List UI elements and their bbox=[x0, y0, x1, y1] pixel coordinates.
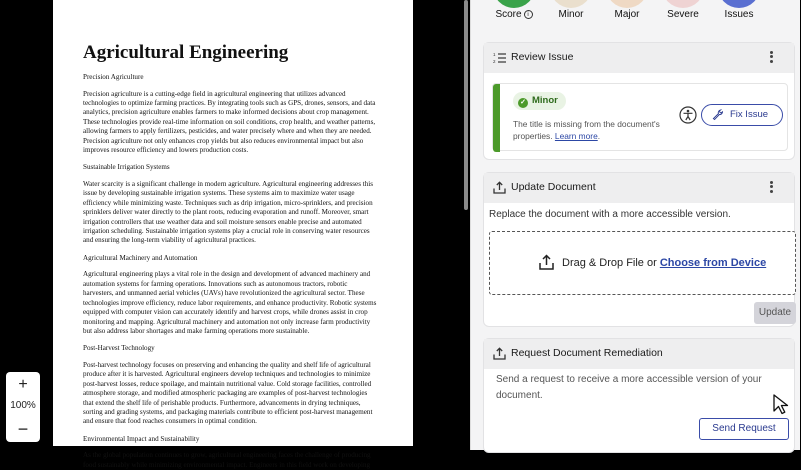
severe-label: Severe bbox=[667, 9, 699, 20]
more-options-icon[interactable] bbox=[768, 179, 774, 195]
choose-from-device-link[interactable]: Choose from Device bbox=[659, 257, 767, 269]
document-title: Agricultural Engineering bbox=[83, 42, 289, 63]
issues-label: Issues bbox=[724, 9, 754, 20]
review-issue-card bbox=[483, 42, 795, 160]
minor-circle bbox=[550, 0, 592, 8]
wrench-icon bbox=[712, 109, 723, 120]
review-issue-title: Review Issue bbox=[511, 51, 574, 63]
mouse-cursor-icon bbox=[771, 393, 793, 415]
file-dropzone[interactable] bbox=[489, 231, 796, 295]
upload-icon bbox=[493, 181, 506, 194]
upload-icon bbox=[539, 254, 554, 270]
svg-text:2: 2 bbox=[493, 59, 496, 64]
upload-icon bbox=[493, 347, 506, 360]
zoom-control bbox=[6, 372, 40, 442]
section-heading: Precision Agriculture bbox=[83, 73, 144, 81]
minor-severity-icon: ✓ bbox=[518, 98, 528, 108]
request-remediation-title: Request Document Remediation bbox=[511, 347, 663, 359]
zoom-in-button[interactable]: + bbox=[18, 376, 28, 393]
section-body: Water scarcity is a significant challenge in modern agriculture. Agricultural engineering addresses this issue by developing sustainable irrigation systems. These systems aim to maximize water usage efficiency while minimizing waste. Techniques such as drip irrigation, micro-sprinklers, and precision sprinklers deliver water directly to the plant roots, reducing evaporation and runoff. Moreover, smart irrigation controllers that use weather data and soil moisture sensors enable precise and automated irrigation scheduling. Sustainable irrigation systems play a crucial role in conserving water resources and ensuring the long-term viability of agricultural practices. bbox=[83, 179, 373, 245]
issue-item bbox=[492, 83, 788, 151]
svg-text:1: 1 bbox=[493, 52, 496, 57]
send-request-button[interactable]: Send Request bbox=[699, 418, 789, 440]
card-header bbox=[484, 173, 794, 203]
score-summary bbox=[471, 0, 801, 26]
request-remediation-card bbox=[483, 338, 795, 453]
issues-circle bbox=[718, 0, 760, 8]
severe-circle bbox=[662, 0, 704, 8]
section-heading: Sustainable Irrigation Systems bbox=[83, 163, 170, 172]
document-page bbox=[53, 0, 413, 469]
viewer-scrollbar-thumb[interactable] bbox=[464, 0, 468, 210]
info-icon[interactable]: i bbox=[524, 10, 533, 19]
section-heading: Agricultural Machinery and Automation bbox=[83, 253, 198, 262]
fix-issue-label: Fix Issue bbox=[730, 109, 769, 120]
update-document-card bbox=[483, 172, 795, 327]
section-body: Precision agriculture is a cutting-edge field in agricultural engineering that utilizes advanced technologies to optimize farming practices. By integrating tools such as GPS, drones, sensors, and data analytics, precision agriculture enables farmers to make informed decisions about crop management. These technologies provide real-time information on soil conditions, crop health, and weather patterns, allowing farmers to apply fertilizers, pesticides, and water precisely where and when they are needed. Precision agriculture not only enhances crop yields but also reduces environmental impact but also improves resource efficiency and lowers production costs. bbox=[83, 89, 376, 155]
card-header bbox=[484, 43, 794, 73]
severity-badge bbox=[513, 92, 566, 110]
section-body: As the global population continues to grow, agricultural engineering faces the challenge of producing food sustainably while minimizing environmental impact. Engineers in this field work on developing bbox=[83, 451, 371, 469]
severity-bar bbox=[493, 84, 500, 152]
score-circle bbox=[493, 0, 535, 8]
section-body: Post-harvest technology focuses on preserving and enhancing the quality and shelf life of agricultural produce after it is harvested. Agricultural engineers develop techniques and technologies to minimize post-harvest losses, reduce spoilage, and maintain nutritional value. Cold storage facilities, controlled atmosphere storage, and modified atmospheric packaging are examples of post-harvest technologies that extend the shelf life of perishable products. Furthermore, advancements in drying techniques, sorting and grading systems, and packaging materials contribute to efficient post-harvest management and ensure that food reaches consumers in optimal condition. bbox=[83, 360, 373, 426]
fix-issue-button[interactable] bbox=[701, 104, 783, 126]
update-document-title: Update Document bbox=[511, 181, 596, 193]
minor-label: Minor bbox=[558, 9, 584, 20]
issue-description: The title is missing from the document's properties. Learn more. bbox=[513, 119, 660, 142]
request-description: Send a request to receive a more accessible version of your document. bbox=[496, 374, 762, 401]
major-label: Major bbox=[614, 9, 640, 20]
section-heading: Environmental Impact and Sustainability bbox=[83, 434, 200, 443]
zoom-out-button[interactable]: − bbox=[17, 419, 29, 439]
major-circle bbox=[606, 0, 648, 8]
drop-text: Drag & Drop File or bbox=[562, 257, 657, 269]
score-label: Score bbox=[495, 9, 522, 20]
update-button[interactable]: Update bbox=[754, 302, 796, 324]
more-options-icon[interactable] bbox=[768, 49, 774, 65]
issue-text: The title is missing from the document's properties. bbox=[513, 119, 660, 142]
accessibility-panel bbox=[470, 0, 800, 450]
card-header bbox=[484, 339, 794, 369]
learn-more-link[interactable]: Learn more bbox=[554, 131, 598, 142]
update-description: Replace the document with a more accessible version. bbox=[489, 209, 731, 220]
numbered-list-icon bbox=[493, 51, 506, 64]
zoom-level: 100% bbox=[10, 400, 36, 411]
accessibility-icon[interactable] bbox=[679, 106, 697, 124]
section-body: Agricultural engineering plays a vital role in the design and development of advanced machinery and automation systems for farming operations. Innovations such as autonomous tractors, robotic harvesters, and unmanned aerial vehicles (UAVs) have revolutionized the agricultural sector. These technologies improve efficiency, reduce labor requirements, and enhance productivity. Robotic systems equipped with computer vision can accurately identify and harvest crops, while drones assist in crop monitoring and mapping. Agricultural machinery and automation not only increase farm productivity but also address labor shortages and make farming operations more sustainable. bbox=[83, 270, 377, 335]
section-heading: Post-Harvest Technology bbox=[83, 344, 155, 353]
severity-badge-label: Minor bbox=[532, 95, 558, 106]
